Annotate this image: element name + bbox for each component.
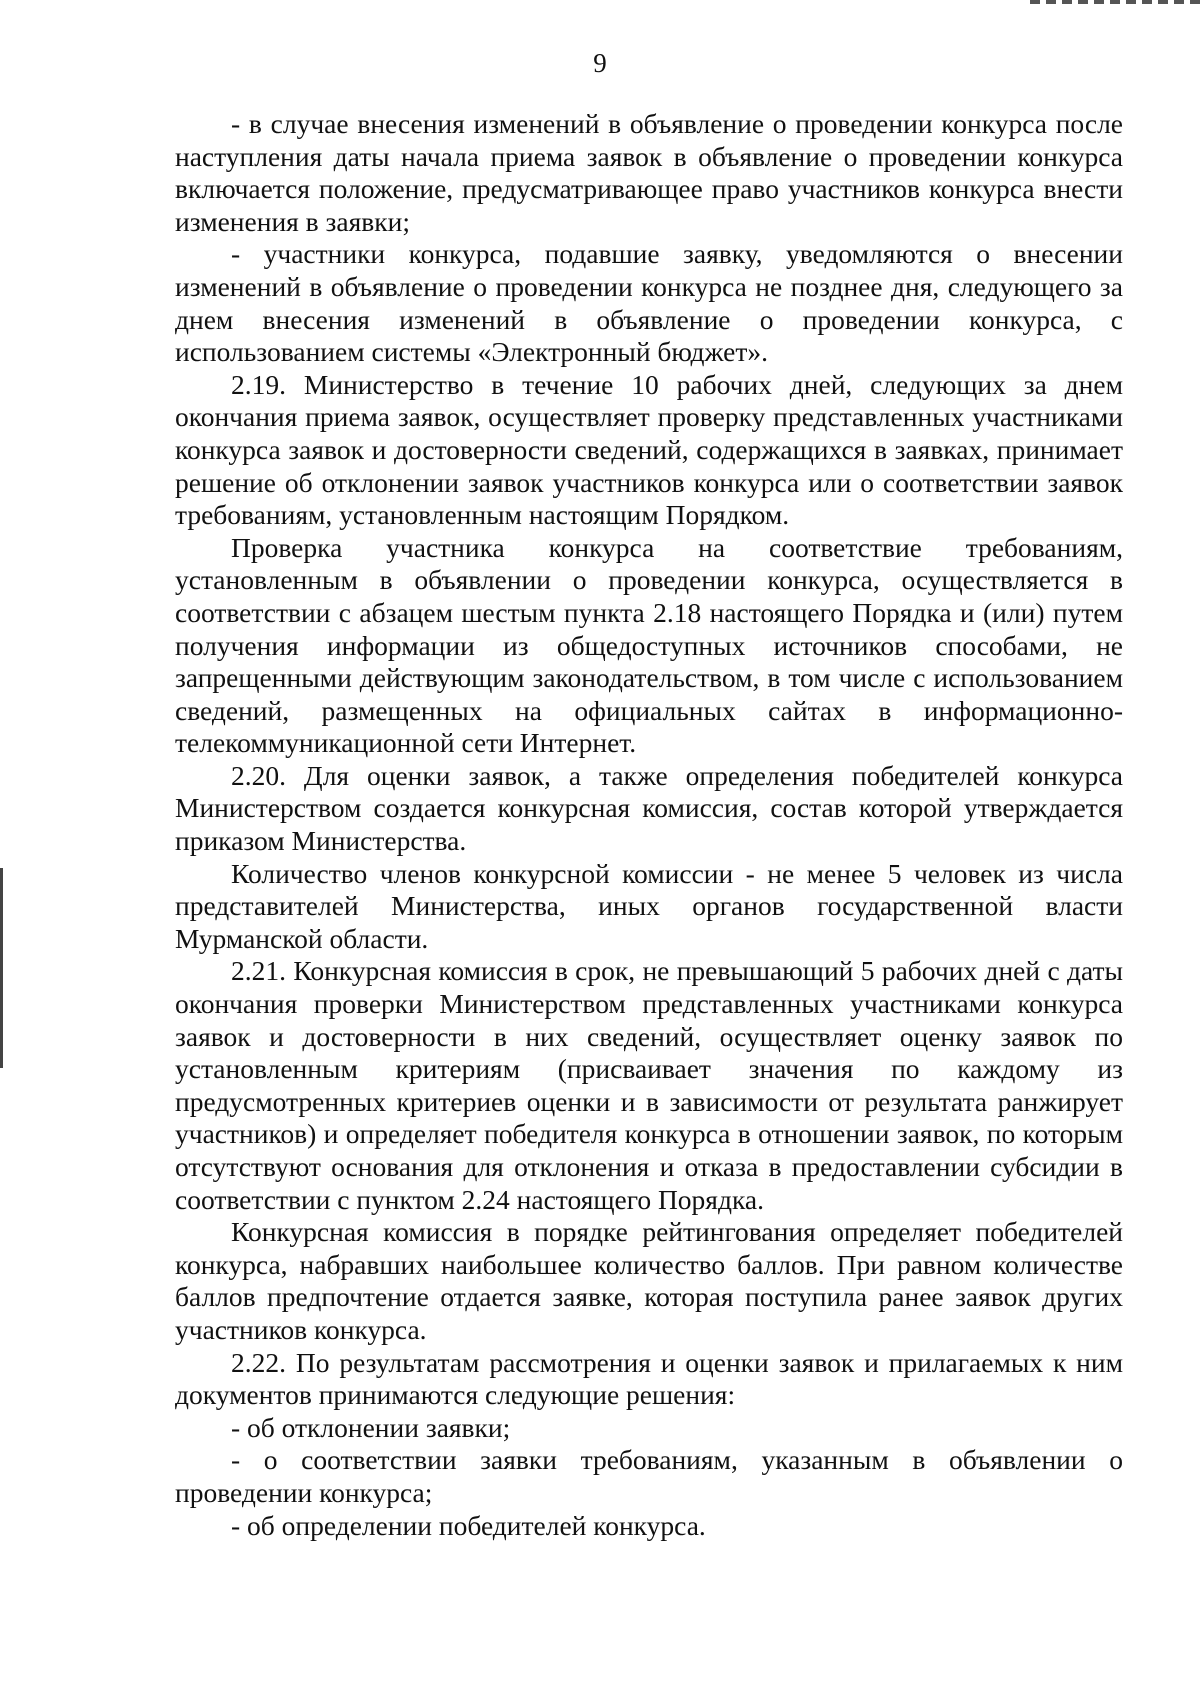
paragraph-1: - в случае внесения изменений в объявление о проведении конкурса после наступления даты начала приема заявок в объявление о проведении конкурса включается положение, предусматривающее право участников конкурса внести изменения в заявки; [175, 108, 1123, 237]
document-body [175, 108, 1123, 1542]
paragraph-2: - участники конкурса, подавшие заявку, уведомляются о внесении изменений в объявление о проведении конкурса не позднее дня, следующего за днем внесения изменений в объявление о проведении конкурса, с использованием системы «Электронный бюджет». [175, 238, 1123, 368]
paragraph-8: Конкурсная комиссия в порядке рейтингования определяет победителей конкурса, набравших наибольшее количество баллов. При равном количестве баллов предпочтение отдается заявке, которая поступила ранее заявок других участников конкурса. [175, 1216, 1123, 1345]
paragraph-12: - об определении победителей конкурса. [231, 1509, 706, 1541]
scan-corner-mark [1030, 0, 1200, 4]
paragraph-9: 2.22. По результатам рассмотрения и оценки заявок и прилагаемых к ним документов принимаются следующие решения: [175, 1346, 1123, 1411]
paragraph-11: - о соответствии заявки требованиям, указанным в объявлении о проведении конкурса; [175, 1444, 1123, 1508]
paragraph-5: 2.20. Для оценки заявок, а также определения победителей конкурса Министерством создается конкурсная комиссия, состав которой утверждается приказом Министерства. [175, 759, 1123, 857]
paragraph-3: 2.19. Министерство в течение 10 рабочих дней, следующих за днем окончания приема заявок, осуществляет проверку представленных участниками конкурса заявок и достоверности сведений, содержащихся в заявках, принимает решение об отклонении заявок участников конкурса или о соответствии заявок требованиям, установленным настоящим Порядком. [175, 368, 1123, 531]
paragraph-6: Количество членов конкурсной комиссии - не менее 5 человек из числа представителей Министерства, иных органов государственной власти Мурманской области. [175, 857, 1123, 954]
page-number: 9 [593, 48, 607, 78]
paragraph-7: 2.21. Конкурсная комиссия в срок, не превышающий 5 рабочих дней с даты окончания проверки Министерством представленных участниками конкурса заявок и достоверности в них сведений, осуществляет оценку заявок по установленным критериям (присваивает значения по каждому из предусмотренных критериев оценки и в зависимости от результата ранжирует участников) и определяет победителя конкурса в отношении заявок, по которым отсутствуют основания для отклонения и отказа в предоставлении субсидии в соответствии с пунктом 2.24 настоящего Порядка. [175, 955, 1123, 1215]
paragraph-10: - об отклонении заявки; [231, 1411, 511, 1443]
scan-edge-mark [0, 868, 3, 1068]
paragraph-4: Проверка участника конкурса на соответствие требованиям, установленным в объявлении о проведении конкурса, осуществляется в соответствии с абзацем шестым пункта 2.18 настоящего Порядка и (или) путем получения информации из общедоступных источников способами, не запрещенными действующим законодательством, в том числе с использованием сведений, размещенных на официальных сайтах в информационно-телекоммуникационной сети Интернет. [175, 531, 1123, 759]
